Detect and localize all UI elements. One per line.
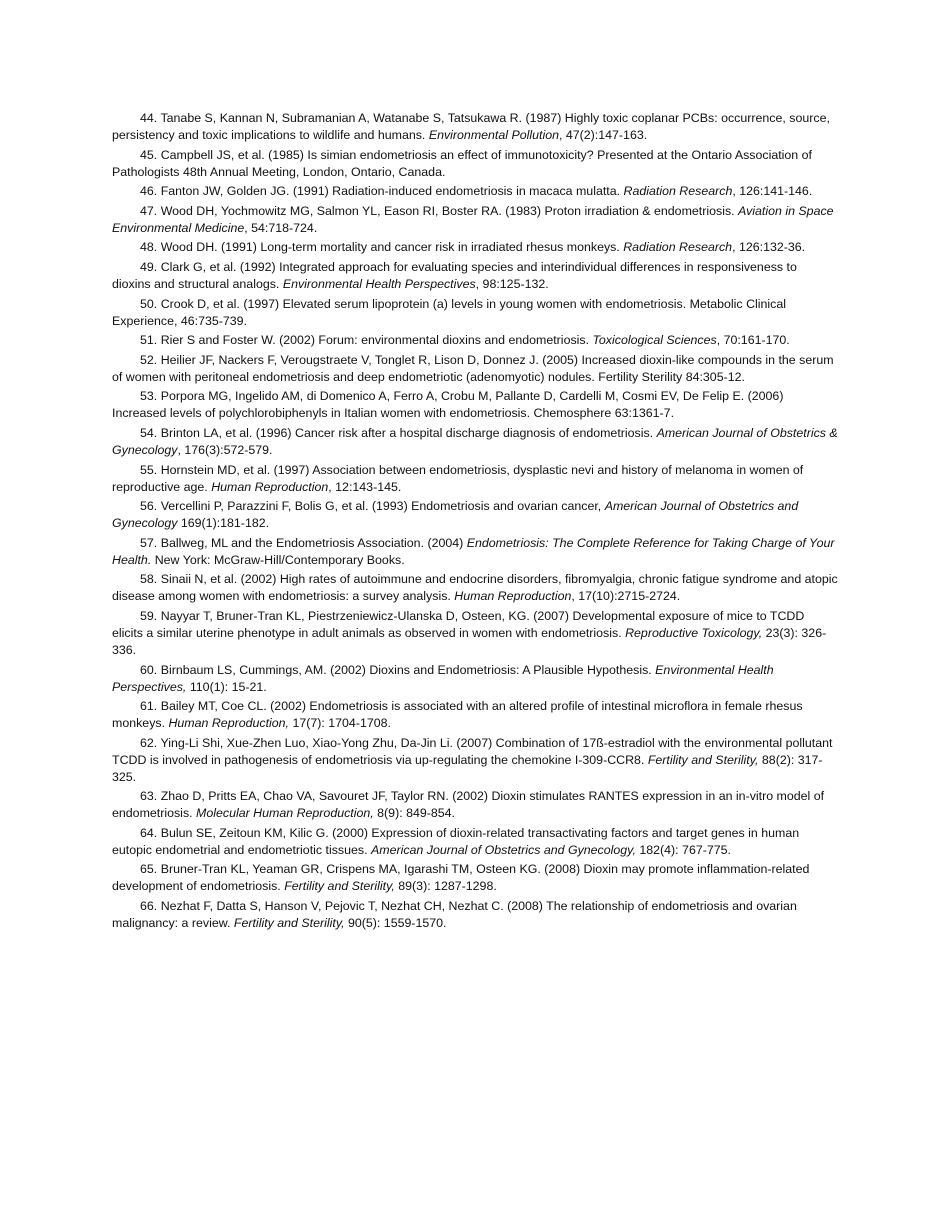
reference-number: 64.: [140, 825, 158, 840]
reference-citation: , 126:132-36.: [732, 240, 806, 255]
reference-entry: [112, 698, 838, 732]
reference-citation: , 176(3):572-579.: [177, 442, 273, 457]
reference-number: 61.: [140, 699, 158, 714]
reference-number: 45.: [140, 147, 158, 162]
reference-citation: , 98:125-132.: [475, 276, 549, 291]
reference-journal: American Journal of Obstetrics and Gynecology: [112, 499, 799, 531]
reference-journal: Toxicological Sciences: [592, 333, 717, 348]
reference-citation: , 17(10):2715-2724.: [571, 589, 681, 604]
reference-text: Bruner-Tran KL, Yeaman GR, Crispens MA, Igarashi TM, Osteen KG. (2008) Dioxin may promote inflammation-related development of endometriosis.: [112, 862, 810, 894]
reference-text: Heilier JF, Nackers F, Verougstraete V, Tonglet R, Lison D, Donnez J. (2005) Increased dioxin-like compounds in the serum of women with peritoneal endometriosis and deep endometriotic (adenomyotic) nodules. Fertility Sterility 84:305-12.: [112, 352, 834, 384]
reference-journal: Human Reproduction: [454, 589, 572, 604]
reference-entry: [112, 498, 838, 532]
reference-number: 53.: [140, 389, 158, 404]
reference-text: Tanabe S, Kannan N, Subramanian A, Watanabe S, Tatsukawa R. (1987) Highly toxic coplanar PCBs: occurrence, source, persistency and toxic implications to wildlife and humans.: [112, 111, 830, 142]
reference-entry: [112, 388, 838, 422]
reference-citation: 88(2): 317-325.: [112, 752, 823, 784]
reference-citation: 17(7): 1704-1708.: [289, 716, 391, 731]
reference-journal: American Journal of Obstetrics & Gynecology: [112, 425, 838, 457]
reference-citation: 110(1): 15-21.: [186, 679, 267, 694]
reference-number: 55.: [140, 462, 158, 477]
reference-number: 58.: [140, 572, 158, 587]
reference-journal: Human Reproduction: [211, 479, 329, 494]
reference-text: Bulun SE, Zeitoun KM, Kilic G. (2000) Expression of dioxin-related transactivating factors and target genes in human eutopic endometrial and endometriotic tissues.: [112, 825, 800, 857]
reference-journal: Environmental Health Perspectives,: [112, 662, 774, 694]
reference-journal: Environmental Health Perspectives: [282, 276, 476, 291]
reference-journal: Fertility and Sterility,: [284, 879, 395, 894]
reference-entry: [112, 788, 838, 822]
reference-journal: Endometriosis: The Complete Reference for Taking Charge of Your Health.: [112, 535, 835, 567]
reference-text: Wood DH, Yochmowitz MG, Salmon YL, Eason RI, Boster RA. (1983) Proton irradiation & endometriosis.: [160, 203, 739, 218]
reference-number: 46.: [140, 184, 158, 199]
reference-text: Hornstein MD, et al. (1997) Association between endometriosis, dysplastic nevi and history of melanoma in women of reproductive age.: [112, 462, 804, 494]
reference-entry: [112, 462, 838, 496]
reference-entry: [112, 662, 838, 696]
reference-journal: Fertility and Sterility,: [647, 752, 759, 767]
reference-journal: Molecular Human Reproduction,: [196, 806, 374, 821]
reference-journal: Reproductive Toxicology,: [625, 625, 763, 640]
reference-number: 60.: [140, 662, 158, 677]
reference-entry: [112, 735, 838, 786]
reference-entry: [112, 825, 838, 859]
reference-citation: 8(9): 849-854.: [373, 806, 455, 821]
reference-citation: , 12:143-145.: [328, 479, 402, 494]
reference-text: Vercellini P, Parazzini F, Bolis G, et al. (1993) Endometriosis and ovarian cancer,: [160, 499, 605, 514]
reference-entry: [112, 861, 838, 895]
reference-journal: Environmental Pollution: [428, 128, 559, 142]
reference-citation: New York: McGraw-Hill/Contemporary Books.: [151, 552, 405, 567]
reference-citation: , 126:141-146.: [732, 184, 813, 199]
reference-entry: [112, 352, 838, 386]
reference-text: Rier S and Foster W. (2002) Forum: environmental dioxins and endometriosis.: [160, 333, 593, 348]
reference-number: 63.: [140, 789, 158, 804]
reference-text: Crook D, et al. (1997) Elevated serum lipoprotein (a) levels in young women with endometriosis. Metabolic Clinical Experience, 46:735-739.: [112, 296, 787, 328]
reference-number: 47.: [140, 203, 158, 218]
reference-number: 66.: [140, 899, 158, 914]
reference-number: 62.: [140, 735, 158, 750]
reference-entry: [112, 571, 838, 605]
reference-entry: [112, 608, 838, 659]
reference-text: Ying-Li Shi, Xue-Zhen Luo, Xiao-Yong Zhu, Da-Jin Li. (2007) Combination of 17ß-estradiol with the environmental pollutant TCDD is involved in pathogenesis of endometriosis via up-regulating the chemokine I-309-CCR8.: [112, 735, 833, 767]
reference-entry: [112, 239, 838, 256]
reference-journal: Human Reproduction,: [168, 716, 289, 731]
reference-number: 57.: [140, 535, 158, 550]
reference-number: 54.: [140, 425, 158, 440]
reference-number: 48.: [140, 240, 158, 255]
reference-text: Clark G, et al. (1992) Integrated approach for evaluating species and interindividual differences in responsiveness to dioxins and structural analogs.: [112, 259, 797, 291]
reference-number: 56.: [140, 499, 158, 514]
reference-text: Porpora MG, Ingelido AM, di Domenico A, Ferro A, Crobu M, Pallante D, Cardelli M, Cosmi EV, De Felip E. (2006) Increased levels of polychlorobiphenyls in Italian women with endometriosis. Chemosphere 63:1361-7.: [112, 389, 784, 421]
reference-text: Brinton LA, et al. (1996) Cancer risk after a hospital discharge diagnosis of endometriosis.: [160, 425, 657, 440]
reference-number: 50.: [140, 296, 158, 311]
reference-citation: 182(4): 767-775.: [635, 842, 731, 857]
reference-entry: [112, 110, 838, 144]
reference-journal: Radiation Research: [623, 240, 733, 255]
reference-list: [112, 110, 838, 935]
reference-number: 51.: [140, 333, 158, 348]
reference-entry: [112, 183, 838, 200]
reference-entry: [112, 296, 838, 330]
reference-text: Nayyar T, Bruner-Tran KL, Piestrzeniewicz-Ulanska D, Osteen, KG. (2007) Developmental exposure of mice to TCDD elicits a similar uterine phenotype in adult animals as observed in women with endometriosis.: [112, 608, 805, 640]
reference-journal: American Journal of Obstetrics and Gynecology,: [370, 842, 636, 857]
reference-entry: [112, 332, 838, 349]
reference-citation: 90(5): 1559-1570.: [344, 916, 447, 931]
reference-entry: [112, 203, 838, 237]
reference-citation: 23(3): 326-336.: [112, 625, 827, 657]
reference-number: 44.: [140, 111, 158, 125]
reference-journal: Radiation Research: [623, 184, 733, 199]
reference-number: 49.: [140, 259, 158, 274]
reference-text: Bailey MT, Coe CL. (2002) Endometriosis is associated with an altered profile of intestinal microflora in female rhesus monkeys.: [112, 699, 803, 731]
reference-text: Nezhat F, Datta S, Hanson V, Pejovic T, Nezhat CH, Nezhat C. (2008) The relationship of endometriosis and ovarian malignancy: a review.: [112, 899, 797, 931]
reference-text: Wood DH. (1991) Long-term mortality and cancer risk in irradiated rhesus monkeys.: [160, 240, 624, 255]
reference-entry: [112, 898, 838, 932]
reference-citation: , 54:718-724.: [244, 220, 318, 235]
reference-number: 59.: [140, 608, 158, 623]
reference-citation: , 70:161-170.: [716, 333, 790, 348]
reference-entry: [112, 425, 838, 459]
reference-entry: [112, 259, 838, 293]
reference-text: Ballweg, ML and the Endometriosis Association. (2004): [160, 535, 467, 550]
reference-entry: [112, 535, 838, 569]
reference-text: Birnbaum LS, Cummings, AM. (2002) Dioxins and Endometriosis: A Plausible Hypothesis.: [160, 662, 656, 677]
reference-number: 65.: [140, 862, 158, 877]
reference-text: Sinaii N, et al. (2002) High rates of autoimmune and endocrine disorders, fibromyalgia, chronic fatigue syndrome and atopic disease among women with endometriosis: a survey analysis.: [112, 572, 838, 604]
reference-citation: , 47(2):147-163.: [559, 128, 648, 142]
reference-text: Campbell JS, et al. (1985) Is simian endometriosis an effect of immunotoxicity? Presented at the Ontario Association of Pathologists 48th Annual Meeting, London, Ontario, Canada.: [112, 147, 812, 179]
reference-number: 52.: [140, 352, 158, 367]
reference-entry: [112, 147, 838, 181]
reference-journal: Aviation in Space Environmental Medicine: [112, 203, 834, 235]
reference-citation: 89(3): 1287-1298.: [394, 879, 497, 894]
reference-journal: Fertility and Sterility,: [233, 916, 345, 931]
reference-text: Zhao D, Pritts EA, Chao VA, Savouret JF, Taylor RN. (2002) Dioxin stimulates RANTES expression in an in-vitro model of endometriosis.: [112, 789, 825, 821]
reference-text: Fanton JW, Golden JG. (1991) Radiation-induced endometriosis in macaca mulatta.: [160, 184, 624, 199]
reference-citation: 169(1):181-182.: [177, 516, 270, 531]
